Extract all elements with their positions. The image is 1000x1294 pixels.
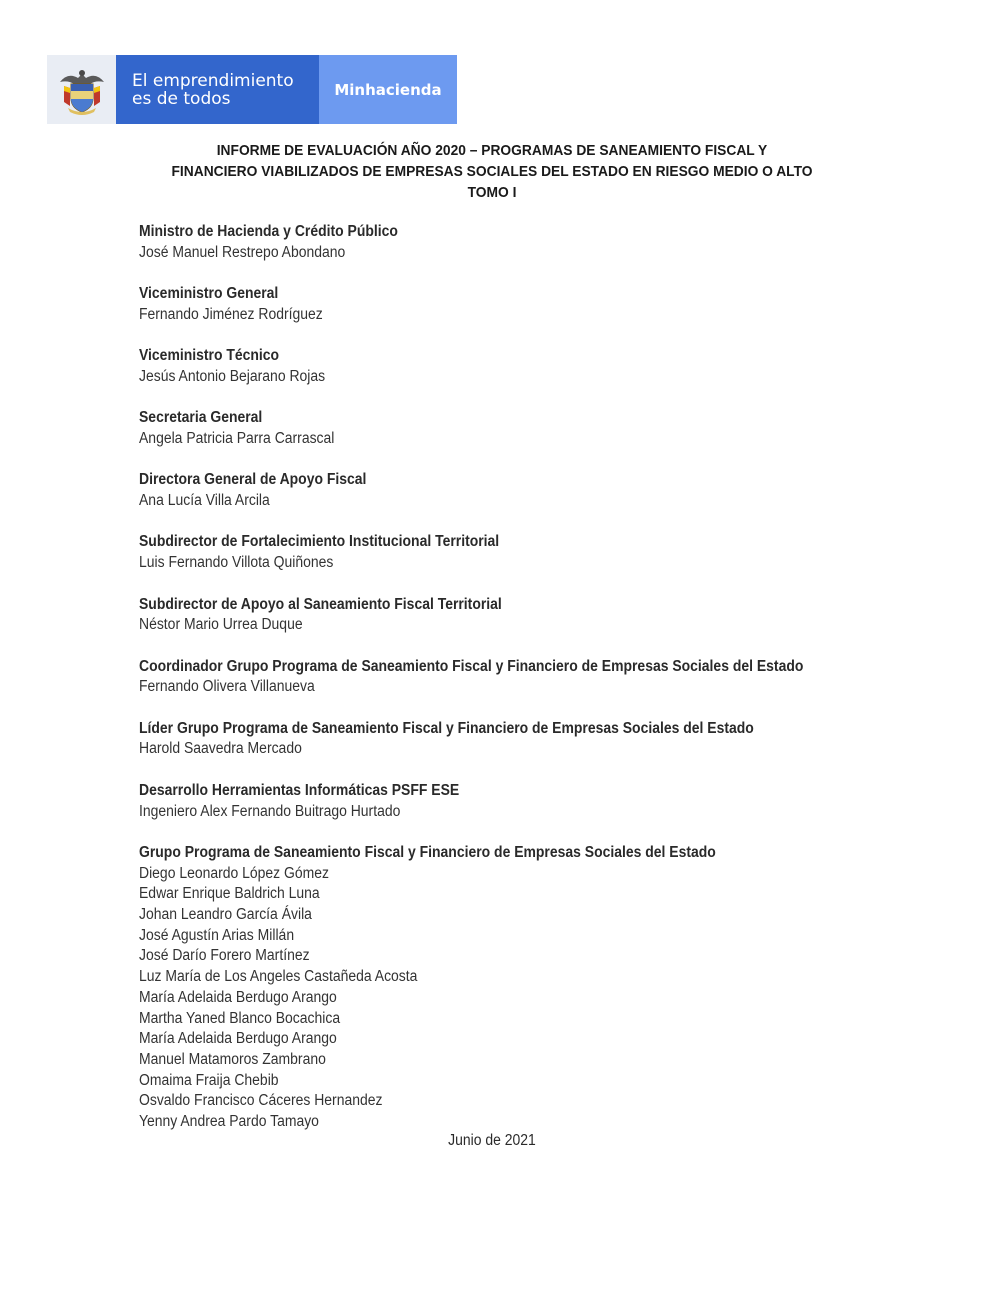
report-title [39, 140, 944, 203]
slogan-line-1: El emprendimiento [132, 70, 294, 91]
credit-person: Harold Saavedra Mercado [139, 740, 302, 758]
credit-entry [139, 532, 859, 573]
credit-entry [139, 346, 859, 387]
credit-person: Ana Lucía Villa Arcila [139, 492, 270, 510]
group-member: Osvaldo Francisco Cáceres Hernandez [139, 1092, 383, 1110]
credit-role: Secretaria General [139, 409, 263, 427]
credits-list [139, 222, 859, 1133]
credit-person: Fernando Olivera Villanueva [139, 678, 315, 696]
credit-role: Coordinador Grupo Programa de Saneamiento Fiscal y Financiero de Empresas Sociales del Estado [139, 657, 804, 675]
header-logo-banner [47, 55, 457, 124]
group-member: María Adelaida Berdugo Arango [139, 988, 337, 1006]
credit-role: Subdirector de Apoyo al Saneamiento Fiscal Territorial [139, 595, 502, 613]
credit-role: Subdirector de Fortalecimiento Institucional Territorial [139, 533, 500, 551]
coat-of-arms-panel [47, 55, 116, 124]
title-line-2: FINANCIERO VIABILIZADOS DE EMPRESAS SOCIALES DEL ESTADO EN RIESGO MEDIO O ALTO [171, 163, 813, 180]
colombia-coat-of-arms-icon [56, 64, 108, 116]
group-member: María Adelaida Berdugo Arango [139, 1030, 337, 1048]
group-member: Johan Leandro García Ávila [139, 906, 312, 924]
group-member: Diego Leonardo López Gómez [139, 864, 330, 882]
credit-person: Ingeniero Alex Fernando Buitrago Hurtado [139, 802, 401, 820]
credit-person: Luis Fernando Villota Quiñones [139, 554, 334, 572]
group-heading: Grupo Programa de Saneamiento Fiscal y Financiero de Empresas Sociales del Estado [139, 843, 716, 861]
credit-entry [139, 222, 859, 263]
credit-role: Desarrollo Herramientas Informáticas PSFF ESE [139, 781, 460, 799]
group-member: Yenny Andrea Pardo Tamayo [139, 1113, 319, 1131]
report-date: Junio de 2021 [448, 1132, 536, 1149]
group-member: José Darío Forero Martínez [139, 947, 310, 965]
credit-entry [139, 781, 859, 822]
credit-entry [139, 284, 859, 325]
credit-entry [139, 595, 859, 636]
group-member: Manuel Matamoros Zambrano [139, 1050, 326, 1068]
credit-role: Líder Grupo Programa de Saneamiento Fiscal y Financiero de Empresas Sociales del Estado [139, 719, 754, 737]
credit-person: Jesús Antonio Bejarano Rojas [139, 367, 326, 385]
credit-role: Directora General de Apoyo Fiscal [139, 471, 367, 489]
title-line-1: INFORME DE EVALUACIÓN AÑO 2020 – PROGRAMAS DE SANEAMIENTO FISCAL Y [216, 142, 768, 159]
credit-role: Viceministro Técnico [139, 347, 280, 365]
credit-entry [139, 719, 859, 760]
slogan-panel [116, 55, 319, 124]
credit-person: Néstor Mario Urrea Duque [139, 616, 303, 634]
group-member: José Agustín Arias Millán [139, 926, 295, 944]
credit-role: Viceministro General [139, 285, 279, 303]
group-member: Luz María de Los Angeles Castañeda Acosta [139, 968, 418, 986]
credit-entry [139, 657, 859, 698]
credit-person: Angela Patricia Parra Carrascal [139, 429, 335, 447]
slogan-line-2: es de todos [132, 88, 231, 109]
group-member: Omaima Fraija Chebib [139, 1071, 279, 1089]
credit-person: Fernando Jiménez Rodríguez [139, 305, 323, 323]
credit-entry [139, 408, 859, 449]
ministry-label: Minhacienda [319, 55, 457, 124]
group-member: Martha Yaned Blanco Bocachica [139, 1009, 341, 1027]
group-members-block [139, 843, 859, 1133]
title-line-3: TOMO I [467, 184, 517, 201]
credit-entry [139, 470, 859, 511]
group-member: Edwar Enrique Baldrich Luna [139, 885, 320, 903]
credit-role: Ministro de Hacienda y Crédito Público [139, 223, 398, 240]
credit-person: José Manuel Restrepo Abondano [139, 243, 346, 261]
